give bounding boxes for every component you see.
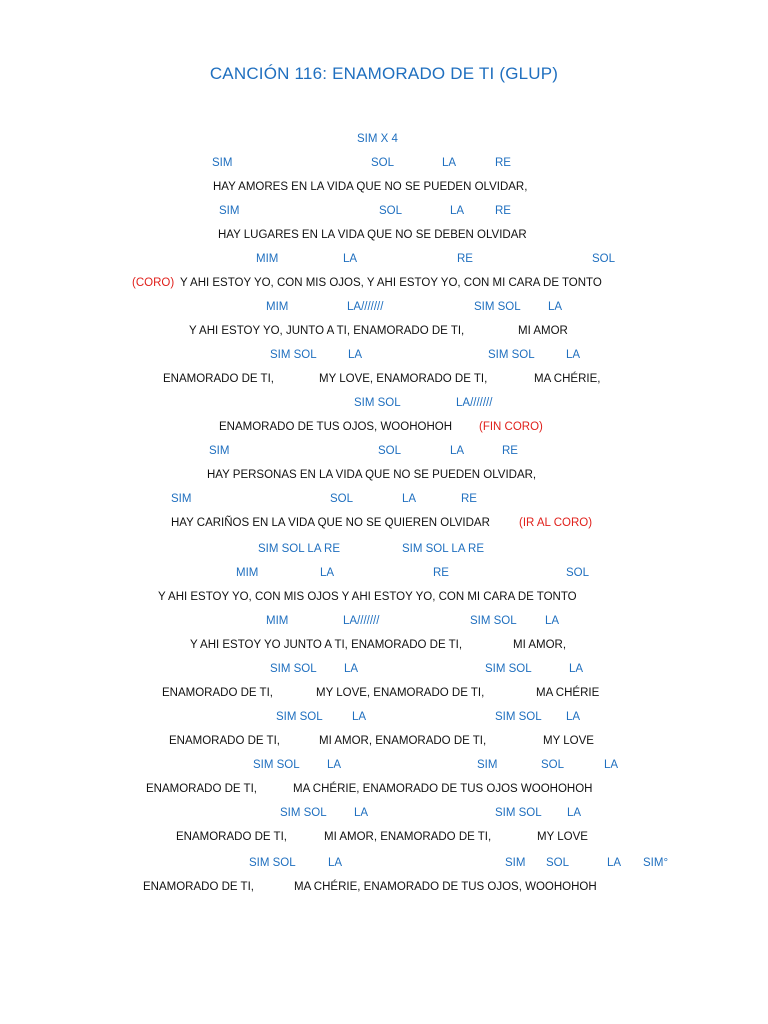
lyric-line (0, 588, 768, 606)
chord-label: SOL (546, 857, 570, 869)
chord-line (0, 394, 768, 412)
chord-label: SOL (371, 157, 395, 169)
lyric-text: MA CHÉRIE, ENAMORADO DE TUS OJOS WOOHOHOH (293, 783, 593, 795)
chord-label: SIM SOL (488, 349, 535, 361)
lyric-line (0, 514, 768, 532)
chord-line (0, 490, 768, 508)
lyric-text: HAY PERSONAS EN LA VIDA QUE NO SE PUEDEN OLVIDAR, (207, 469, 537, 481)
chord-line (0, 660, 768, 678)
song-title: CANCIÓN 116: ENAMORADO DE TI (GLUP) (209, 64, 559, 83)
chord-label: SIM SOL LA RE (402, 543, 485, 555)
lyric-text: Y AHI ESTOY YO, CON MIS OJOS, Y AHI ESTOY YO, CON MI CARA DE TONTO (180, 277, 602, 289)
chord-label: SIM SOL (280, 807, 327, 819)
chord-line (0, 346, 768, 364)
lyric-line (0, 226, 768, 244)
chord-label: SIM (212, 157, 233, 169)
chord-label: MIM (266, 301, 289, 313)
chord-label: MIM (236, 567, 259, 579)
chord-label: LA (566, 349, 581, 361)
chord-label: SIM X 4 (357, 133, 398, 145)
chord-label: LA (548, 301, 563, 313)
chord-label: LA (348, 349, 363, 361)
chord-label: LA (442, 157, 457, 169)
chord-label: RE (502, 445, 518, 457)
chord-label: MIM (256, 253, 279, 265)
chord-label: LA (545, 615, 560, 627)
chord-label: SIM° (643, 857, 669, 869)
chord-line (0, 564, 768, 582)
chord-label: SIM SOL (276, 711, 323, 723)
section-marker: (IR AL CORO) (519, 517, 593, 529)
lyric-line (0, 684, 768, 702)
section-marker: (CORO) (132, 277, 175, 289)
chord-label: SOL (330, 493, 354, 505)
chord-label: LA (344, 663, 359, 675)
lyric-text: MY LOVE, ENAMORADO DE TI, (316, 687, 485, 699)
chord-label: LA/////// (456, 397, 493, 409)
chord-label: LA (352, 711, 367, 723)
chord-label: LA (569, 663, 584, 675)
chord-line (0, 130, 768, 148)
chord-label: LA (343, 253, 358, 265)
chord-line (0, 854, 768, 872)
chord-label: SOL (541, 759, 565, 771)
lyric-text: ENAMORADO DE TI, (169, 735, 280, 747)
chord-label: LA (354, 807, 369, 819)
chord-label: SIM SOL LA RE (258, 543, 341, 555)
chord-label: SIM (171, 493, 192, 505)
lyric-text: MI AMOR, ENAMORADO DE TI, (319, 735, 487, 747)
lyric-text: Y AHI ESTOY YO JUNTO A TI, ENAMORADO DE TI, (190, 639, 463, 651)
lyric-text: MI AMOR, ENAMORADO DE TI, (324, 831, 492, 843)
chord-label: SIM SOL (470, 615, 517, 627)
lyric-text: MI AMOR, (513, 639, 567, 651)
chord-label: LA (402, 493, 417, 505)
chord-label: SIM (505, 857, 526, 869)
lyric-text: ENAMORADO DE TI, (143, 881, 254, 893)
lyric-text: MY LOVE (537, 831, 588, 843)
chord-label: SIM (209, 445, 230, 457)
lyric-line (0, 636, 768, 654)
lyric-text: ENAMORADO DE TI, (163, 373, 274, 385)
chord-label: RE (461, 493, 477, 505)
lyric-line (0, 274, 768, 292)
lyric-text: ENAMORADO DE TI, (162, 687, 273, 699)
chord-line (0, 154, 768, 172)
chord-label: LA (450, 445, 465, 457)
chord-label: SIM SOL (249, 857, 296, 869)
chord-line (0, 442, 768, 460)
chord-label: SIM SOL (270, 663, 317, 675)
lyric-text: ENAMORADO DE TUS OJOS, WOOHOHOH (219, 421, 452, 433)
chord-label: SIM SOL (253, 759, 300, 771)
lyric-text: MY LOVE, ENAMORADO DE TI, (319, 373, 488, 385)
chord-label: RE (457, 253, 473, 265)
chord-label: LA (328, 857, 343, 869)
chord-label: SIM SOL (485, 663, 532, 675)
lyric-line (0, 466, 768, 484)
lyric-line (0, 732, 768, 750)
chord-label: RE (433, 567, 449, 579)
chord-label: LA/////// (343, 615, 380, 627)
chord-line (0, 202, 768, 220)
lyric-text: Y AHI ESTOY YO, JUNTO A TI, ENAMORADO DE TI, (189, 325, 465, 337)
chord-label: LA (320, 567, 335, 579)
chord-label: RE (495, 157, 511, 169)
chord-label: SIM (219, 205, 240, 217)
lyric-text: ENAMORADO DE TI, (146, 783, 257, 795)
chord-label: SIM SOL (474, 301, 521, 313)
lyric-line (0, 178, 768, 196)
lyric-text: MY LOVE (543, 735, 594, 747)
chord-line (0, 708, 768, 726)
lyric-text: MA CHÉRIE (536, 687, 600, 699)
lyric-line (0, 322, 768, 340)
lyric-text: HAY CARIÑOS EN LA VIDA QUE NO SE QUIEREN OLVIDAR (171, 517, 490, 529)
chord-line (0, 540, 768, 558)
chord-label: SOL (592, 253, 616, 265)
lyric-line (0, 370, 768, 388)
chord-line (0, 298, 768, 316)
lyric-line (0, 878, 768, 896)
chord-line (0, 250, 768, 268)
lyric-text: MA CHÉRIE, (534, 373, 601, 385)
chord-label: SIM SOL (354, 397, 401, 409)
lyric-text: MI AMOR (518, 325, 568, 337)
lyric-line (0, 828, 768, 846)
chord-label: LA (327, 759, 342, 771)
chord-label: SIM (477, 759, 498, 771)
lyric-text: MA CHÉRIE, ENAMORADO DE TUS OJOS, WOOHOHOH (294, 881, 597, 893)
lyric-text: Y AHI ESTOY YO, CON MIS OJOS Y AHI ESTOY YO, CON MI CARA DE TONTO (158, 591, 577, 603)
chord-line (0, 804, 768, 822)
chord-label: SOL (379, 205, 403, 217)
chord-label: LA (607, 857, 622, 869)
chord-label: SIM SOL (495, 711, 542, 723)
lyric-text: HAY LUGARES EN LA VIDA QUE NO SE DEBEN OLVIDAR (218, 229, 527, 241)
chord-label: LA (450, 205, 465, 217)
chord-line (0, 612, 768, 630)
lyric-line (0, 418, 768, 436)
chord-line (0, 756, 768, 774)
lyric-text: HAY AMORES EN LA VIDA QUE NO SE PUEDEN OLVIDAR, (213, 181, 528, 193)
section-marker: (FIN CORO) (479, 421, 543, 433)
chord-label: SIM SOL (495, 807, 542, 819)
lyric-line (0, 780, 768, 798)
chord-label: SIM SOL (270, 349, 317, 361)
chord-label: SOL (566, 567, 590, 579)
chord-label: LA/////// (347, 301, 384, 313)
chord-label: LA (566, 711, 581, 723)
chord-label: SOL (378, 445, 402, 457)
chord-label: LA (567, 807, 582, 819)
chord-label: RE (495, 205, 511, 217)
lyric-text: ENAMORADO DE TI, (176, 831, 287, 843)
chord-label: MIM (266, 615, 289, 627)
chord-label: LA (604, 759, 619, 771)
